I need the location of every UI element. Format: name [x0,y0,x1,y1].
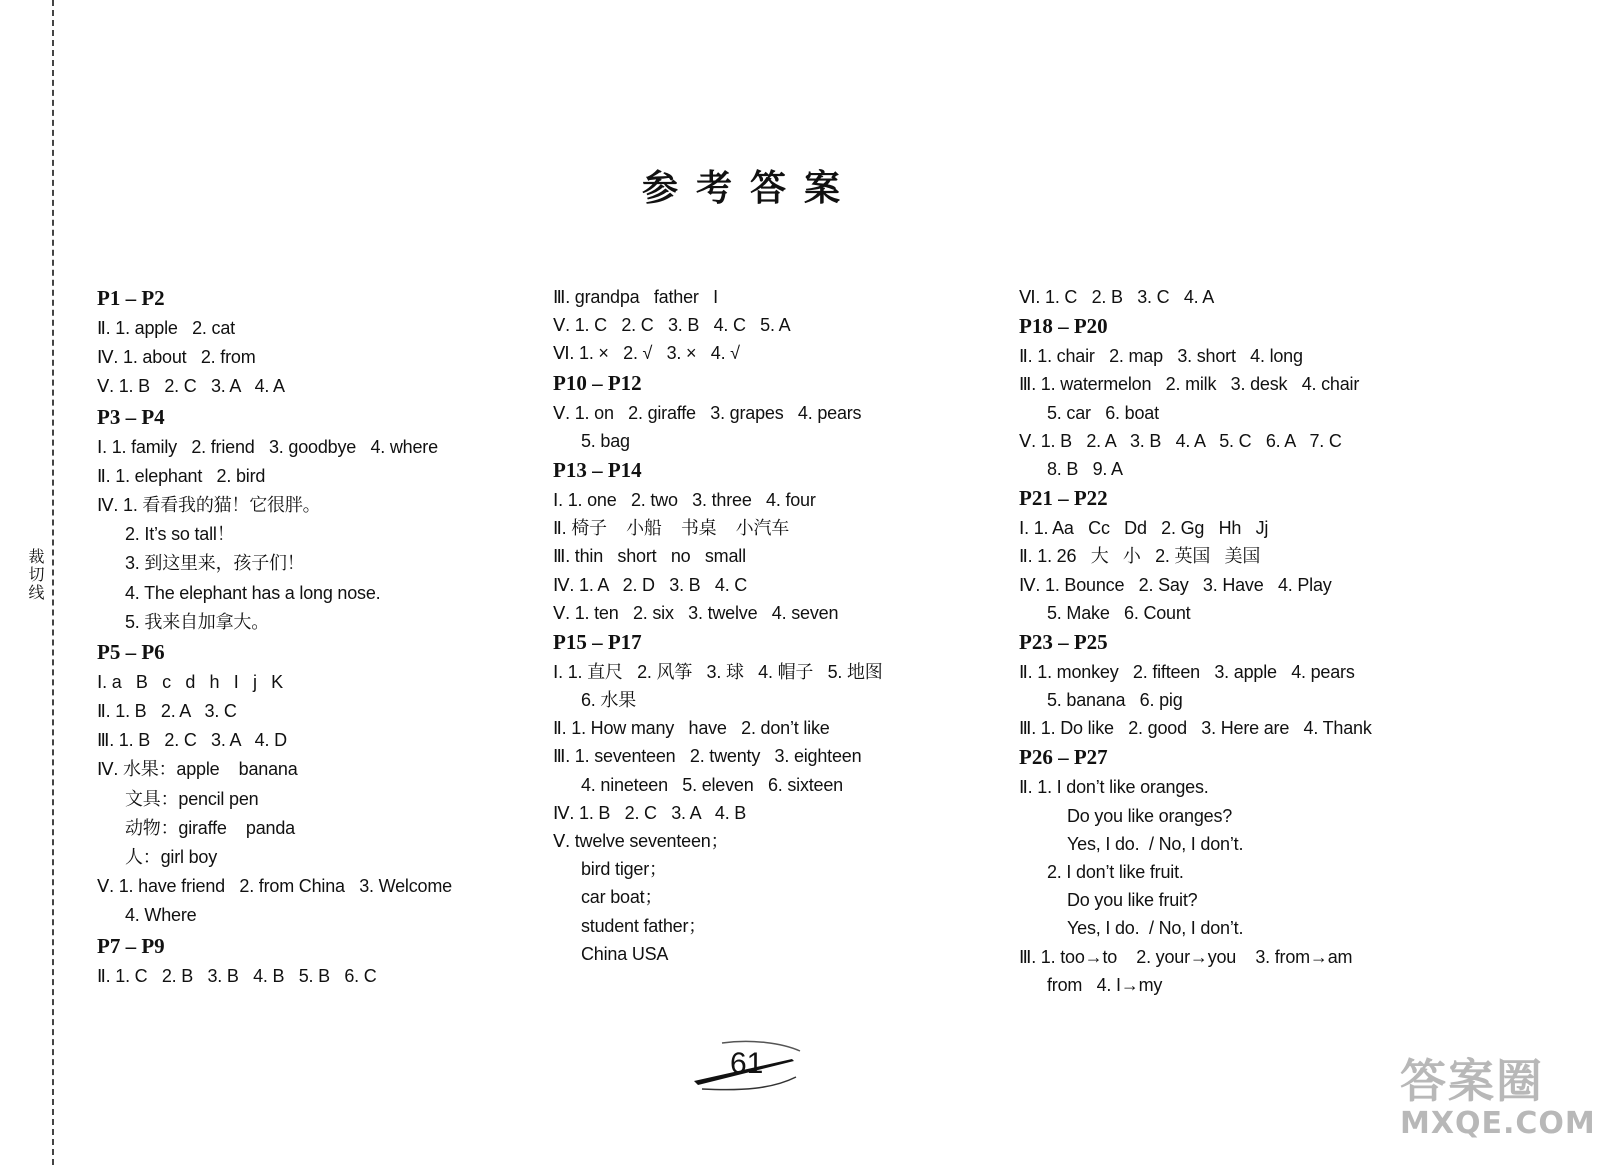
answer-column-2 [553,283,993,968]
answer-line: 2. I don’t like fruit. [1047,862,1184,882]
answer-column-1 [97,283,537,991]
section-heading: P15 – P17 [553,629,642,654]
section-heading: P5 – P6 [97,639,165,664]
answer-line: Ⅰ. 1. 直尺 2. 风筝 3. 球 4. 帽子 5. 地图 [553,661,883,682]
page-number: 61 [730,1047,764,1080]
answer-line: 5. Make 6. Count [1047,602,1191,623]
answer-line: Ⅳ. 1. Bounce 2. Say 3. Have 4. Play [1019,574,1332,595]
answer-line: 5. 我来自加拿大。 [125,611,270,632]
answer-line: Ⅴ. 1. B 2. A 3. B 4. A 5. C 6. A 7. C [1019,430,1342,451]
answer-line: Ⅲ. 1. watermelon 2. milk 3. desk 4. chair [1019,374,1360,395]
watermark-top: 答案圈 [1400,1054,1544,1108]
answer-line: Ⅱ. 1. 26 大 小 2. 英国 美国 [1019,546,1261,567]
answer-line: Ⅲ. grandpa father I [553,287,718,307]
watermark-bottom: MXQE.COM [1400,1106,1596,1141]
section-heading: P7 – P9 [97,933,165,958]
answer-line: Ⅳ. 1. 看看我的猫！它很胖。 [97,494,321,515]
answer-line: 8. B 9. A [1047,458,1123,479]
answer-line: student father； [581,915,707,936]
answer-line: bird tiger； [581,859,667,880]
page-title: 参考答案 [641,167,858,209]
answer-line: Ⅰ. 1. one 2. two 3. three 4. four [553,489,816,510]
answer-line: 2. It’s so tall！ [125,524,235,545]
answer-line: from 4. I→my [1047,974,1163,995]
answer-line: Ⅱ. 1. elephant 2. bird [97,465,266,486]
answer-line: Ⅳ. 1. about 2. from [97,347,256,368]
answer-line: Ⅲ. 1. seventeen 2. twenty 3. eighteen [553,746,862,767]
page-number-badge [692,1035,812,1095]
answer-line: Do you like fruit? [1067,890,1198,911]
answer-column-3 [1019,283,1459,999]
section-heading: P3 – P4 [97,404,165,429]
answer-line: Ⅴ. 1. have friend 2. from China 3. Welcome [97,876,452,897]
answer-line: Ⅲ. thin short no small [553,546,746,567]
section-heading: P13 – P14 [553,457,642,482]
answer-line: 6. 水果 [581,690,637,711]
answer-line: Ⅱ. 1. monkey 2. fifteen 3. apple 4. pears [1019,661,1355,682]
section-heading: P26 – P27 [1019,745,1108,770]
answer-line: 5. car 6. boat [1047,402,1159,423]
answer-line: Ⅴ. 1. on 2. giraffe 3. grapes 4. pears [553,402,862,423]
answer-line: Ⅳ. 水果：apple banana [97,759,298,780]
answer-line: Ⅰ. 1. family 2. friend 3. goodbye 4. where [97,436,438,457]
answer-line: 人：girl boy [125,847,218,867]
answer-line: Ⅱ. 椅子 小船 书桌 小汽车 [553,518,790,539]
answer-line: 5. bag [581,430,630,451]
answer-line: 4. Where [125,905,197,926]
answer-line: Ⅲ. 1. B 2. C 3. A 4. D [97,730,287,751]
answer-line: 文具：pencil pen [125,788,259,809]
section-heading: P1 – P2 [97,286,165,310]
answer-line: Ⅱ. 1. B 2. A 3. C [97,701,237,722]
section-heading: P23 – P25 [1019,629,1108,654]
answer-line: China USA [581,943,669,964]
answer-line: Ⅴ. 1. ten 2. six 3. twelve 4. seven [553,602,839,623]
answer-line: Ⅴ. 1. B 2. C 3. A 4. A [97,376,285,397]
answer-line: Ⅲ. 1. too→to 2. your→you 3. from→am [1019,946,1353,967]
answer-line: 3. 到这里来，孩子们！ [125,553,305,574]
answer-line: Ⅱ. 1. How many have 2. don’t like [553,718,830,739]
answer-line: Ⅴ. 1. C 2. C 3. B 4. C 5. A [553,315,791,336]
section-heading: P21 – P22 [1019,486,1108,511]
answer-line: Ⅴ. twelve seventeen； [553,831,729,851]
answer-line: Ⅰ. a B c d h I j K [97,671,283,692]
answer-line: Ⅵ. 1. × 2. √ 3. × 4. √ [553,343,740,364]
watermark-logo [1400,1054,1596,1155]
section-heading: P18 – P20 [1019,314,1108,339]
answer-line: Do you like oranges? [1067,805,1233,826]
answer-line: 4. nineteen 5. eleven 6. sixteen [581,774,843,795]
answer-line: car boat； [581,887,663,908]
answer-line: Ⅵ. 1. C 2. B 3. C 4. A [1019,287,1215,307]
answer-line: Ⅱ. 1. apple 2. cat [97,318,235,338]
answer-line: Ⅱ. 1. chair 2. map 3. short 4. long [1019,346,1303,367]
answer-line: Ⅳ. 1. B 2. C 3. A 4. B [553,802,747,823]
answer-line: Yes, I do. / No, I don’t. [1067,833,1244,854]
answer-line: 动物：giraffe panda [125,817,295,838]
answer-line: Ⅱ. 1. I don’t like oranges. [1019,777,1209,798]
section-heading: P10 – P12 [553,370,642,395]
answer-line: Ⅰ. 1. Aa Cc Dd 2. Gg Hh Jj [1019,518,1269,539]
answer-line: Yes, I do. / No, I don’t. [1067,918,1244,939]
cut-label: 裁切线 [26,548,45,602]
answer-line: Ⅳ. 1. A 2. D 3. B 4. C [553,574,748,595]
answer-line: 4. The elephant has a long nose. [125,582,381,603]
answer-line: Ⅲ. 1. Do like 2. good 3. Here are 4. Thank [1019,718,1372,739]
answer-line: Ⅱ. 1. C 2. B 3. B 4. B 5. B 6. C [97,965,377,986]
answer-line: 5. banana 6. pig [1047,690,1183,711]
